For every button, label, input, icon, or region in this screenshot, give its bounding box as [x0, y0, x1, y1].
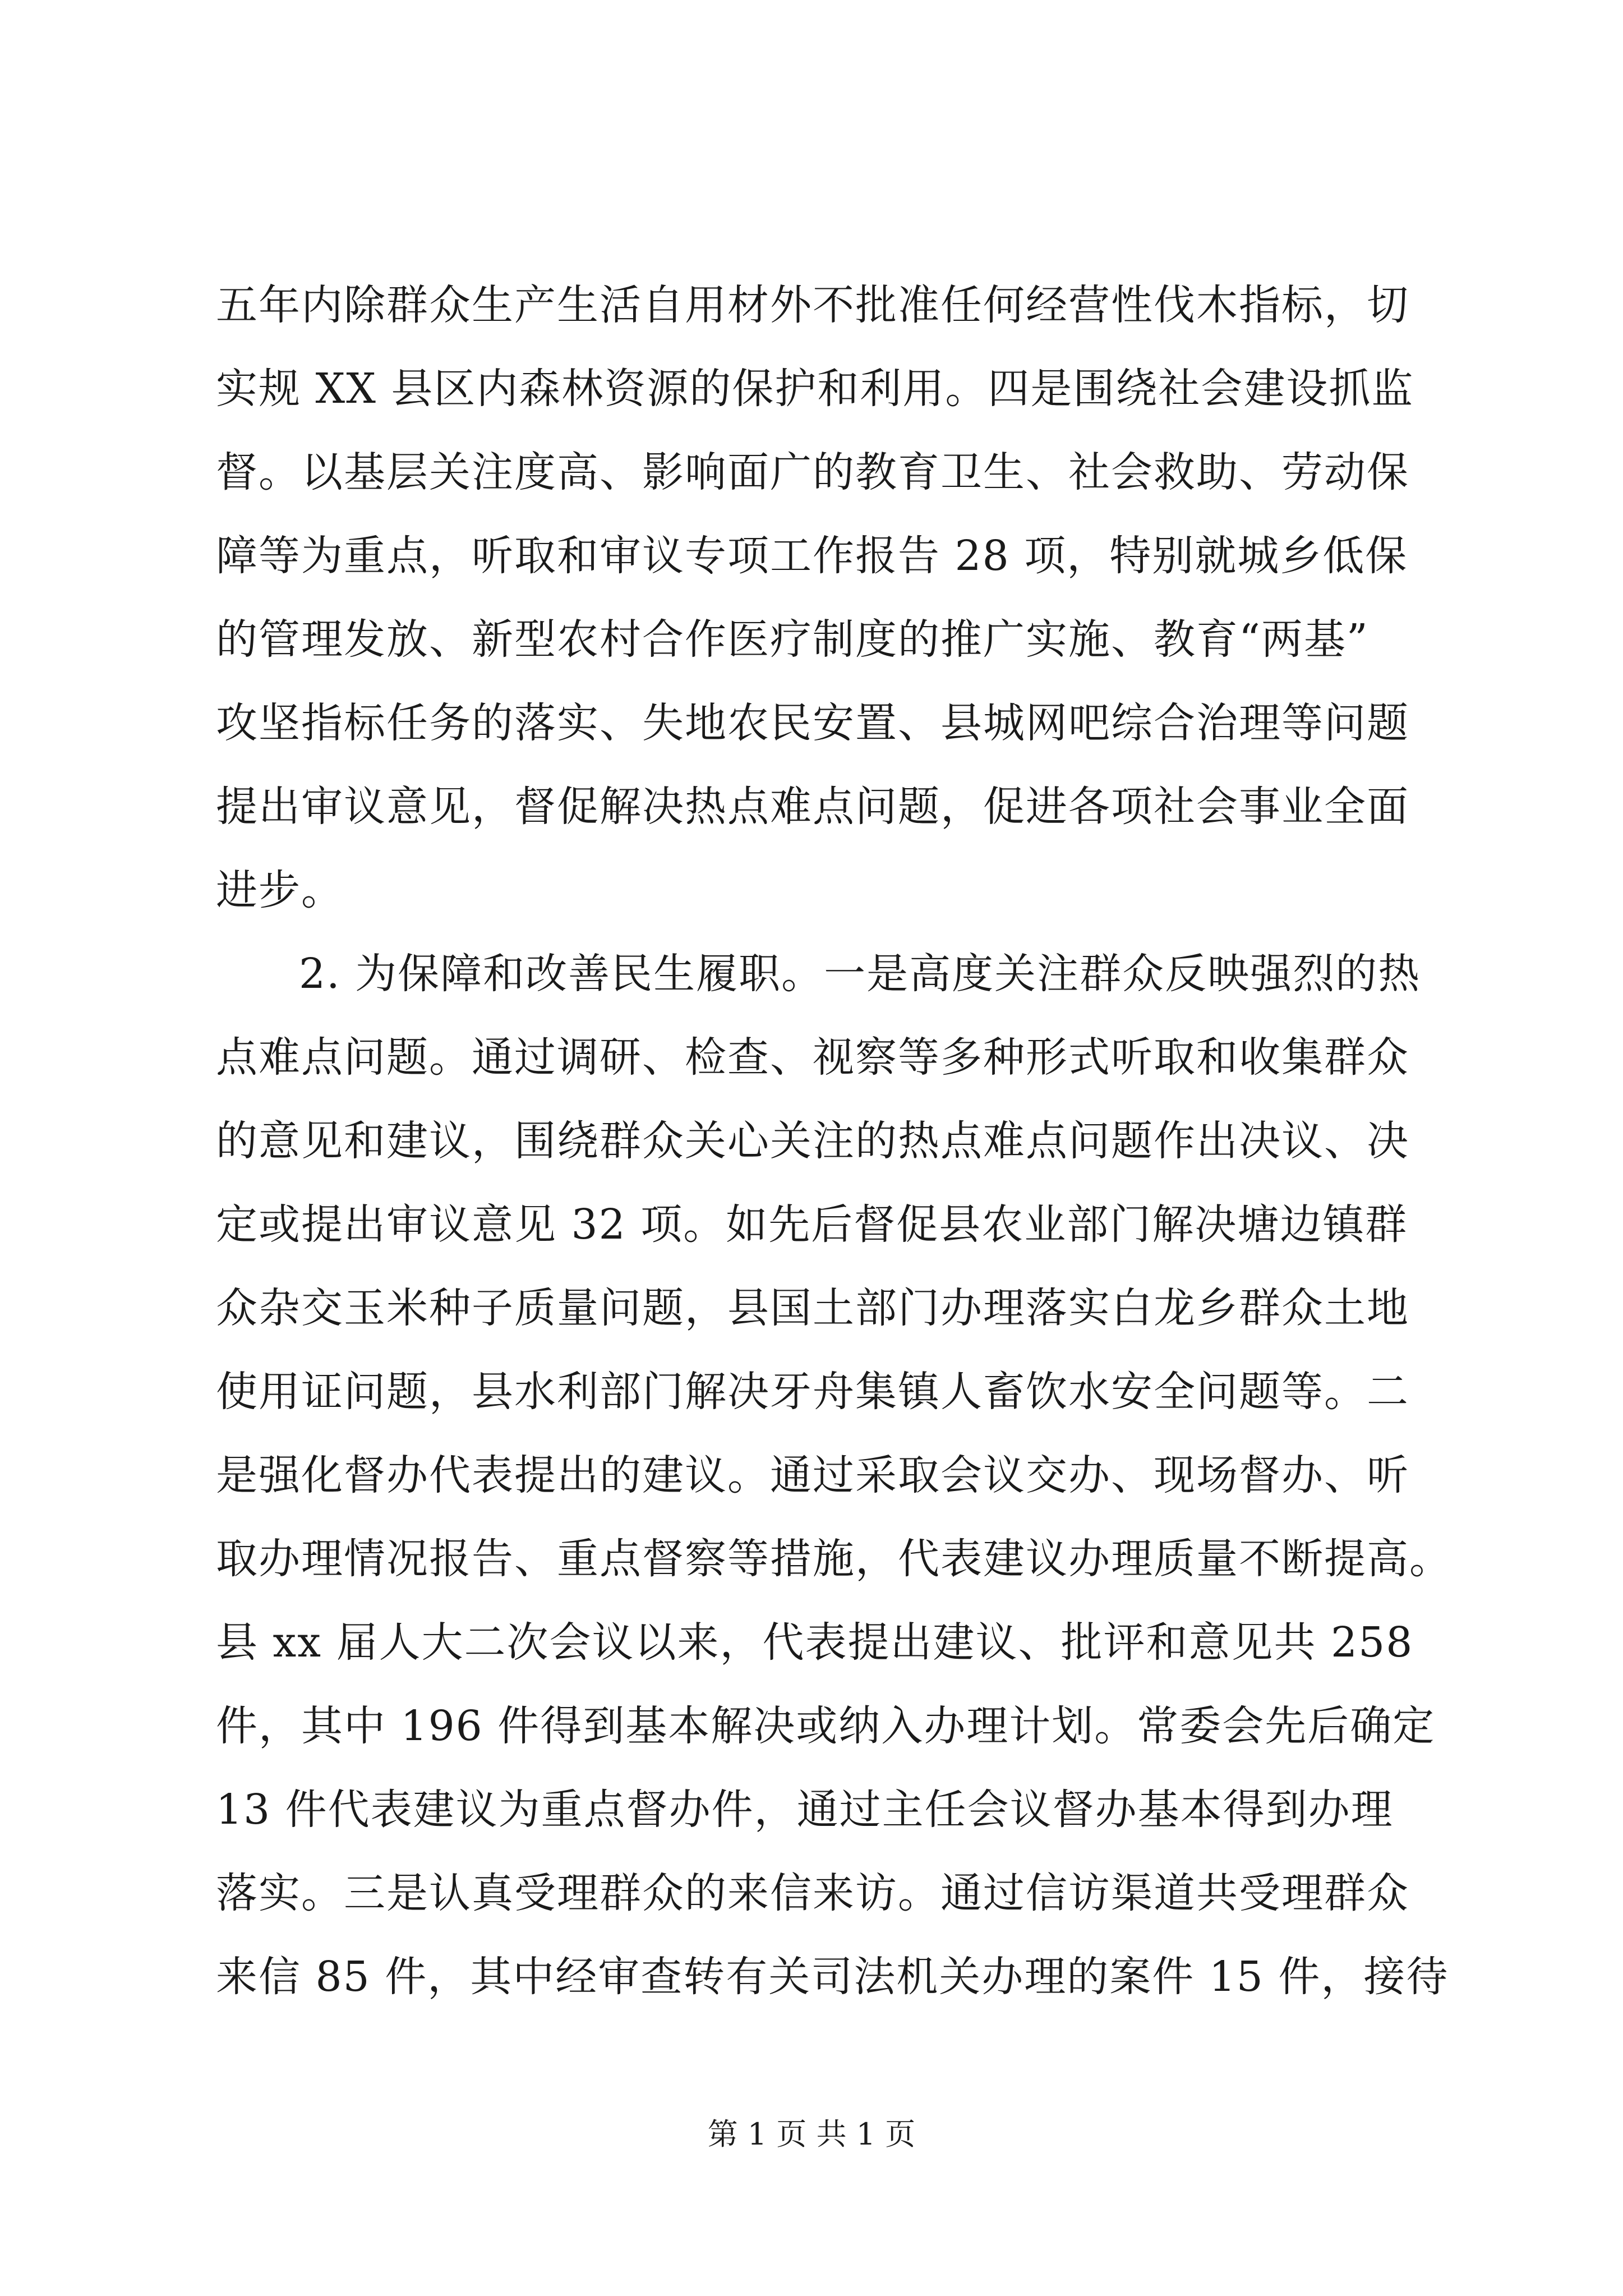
text-line: 进步。 — [216, 866, 344, 914]
text-line: 定或提出审议意见 32 项。如先后督促县农业部门解决塘边镇群 — [216, 1200, 1408, 1249]
text-line: 攻坚指标任务的落实、失地农民安置、县城网吧综合治理等问题 — [216, 699, 1409, 747]
text-line: 实规 XX 县区内森林资源的保护和利用。四是围绕社会建设抓监 — [216, 365, 1414, 413]
text-line: 13 件代表建议为重点督办件，通过主任会议督办基本得到办理 — [216, 1786, 1394, 1834]
text-line: 五年内除群众生产生活自用材外不批准任何经营性伐木指标，切 — [216, 281, 1409, 329]
text-line: 件，其中 196 件得到基本解决或纳入办理计划。常委会先后确定 — [216, 1702, 1436, 1750]
text-line: 提出审议意见，督促解决热点难点问题，促进各项社会事业全面 — [216, 783, 1409, 831]
page-number-footer: 第 1 页 共 1 页 — [707, 2116, 916, 2152]
text-line: 障等为重点，听取和审议专项工作报告 28 项，特别就城乡低保 — [216, 532, 1408, 580]
text-line: 县 xx 届人大二次会议以来，代表提出建议、批评和意见共 258 — [216, 1618, 1414, 1667]
document-body — [216, 264, 1452, 2019]
text-line: 落实。三是认真受理群众的来信来访。通过信访渠道共受理群众 — [216, 1869, 1409, 1917]
text-line: 的管理发放、新型农村合作医疗制度的推广实施、教育“两基” — [216, 615, 1369, 664]
text-line: 取办理情况报告、重点督察等措施，代表建议办理质量不断提高。 — [216, 1535, 1452, 1583]
text-line: 众杂交玉米种子质量问题，县国土部门办理落实白龙乡群众土地 — [216, 1284, 1409, 1332]
text-line: 使用证问题，县水利部门解决牙舟集镇人畜饮水安全问题等。二 — [216, 1368, 1409, 1416]
paragraph-start-line: 2. 为保障和改善民生履职。一是高度关注群众反映强烈的热 — [299, 950, 1421, 998]
text-line: 来信 85 件，其中经审查转有关司法机关办理的案件 15 件，接待 — [216, 1953, 1449, 2001]
text-line: 督。以基层关注度高、影响面广的教育卫生、社会救助、劳动保 — [216, 448, 1409, 496]
text-line: 的意见和建议，围绕群众关心关注的热点难点问题作出决议、决 — [216, 1117, 1409, 1165]
text-line: 是强化督办代表提出的建议。通过采取会议交办、现场督办、听 — [216, 1451, 1409, 1499]
text-line: 点难点问题。通过调研、检查、视察等多种形式听取和收集群众 — [216, 1033, 1409, 1082]
